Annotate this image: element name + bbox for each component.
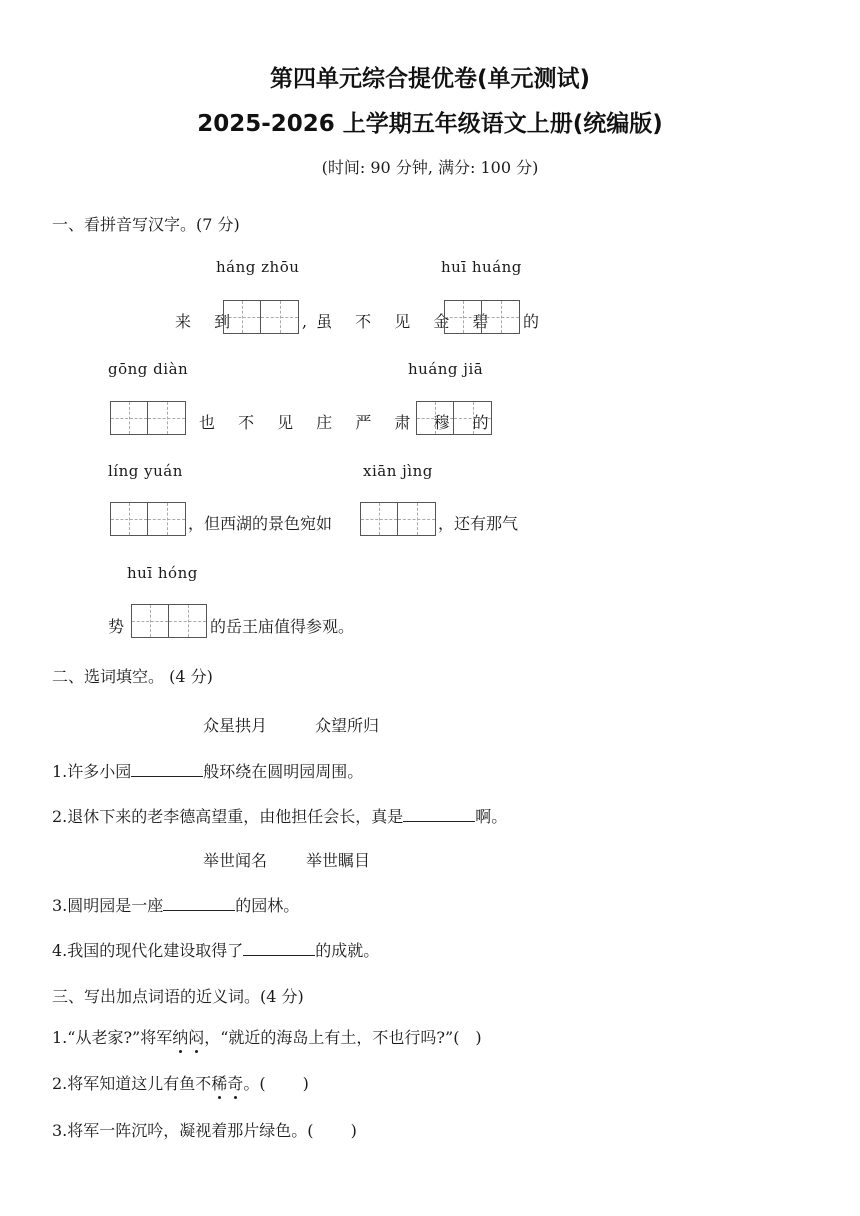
answer-box-lingyuan[interactable] bbox=[110, 502, 186, 536]
page-subtitle: 2025-2026 上学期五年级语文上册(统编版) bbox=[197, 111, 663, 137]
exam-info: (时间: 90 分钟, 满分: 100 分) bbox=[321, 158, 539, 177]
dotted-char: 闷 bbox=[188, 1028, 205, 1047]
question-2-3: 3.圆明园是一座 的园林。 bbox=[52, 896, 300, 915]
word-option: 众望所归 bbox=[315, 716, 380, 735]
text-line1-a: 来 到 bbox=[175, 312, 240, 331]
page-title: 第四单元综合提优卷(单元测试) bbox=[269, 66, 591, 92]
answer-box-huihuang[interactable] bbox=[444, 300, 520, 334]
answer-blank[interactable] bbox=[403, 807, 475, 822]
answer-blank[interactable] bbox=[243, 941, 315, 956]
pinyin-gongdian: gōng diàn bbox=[108, 360, 189, 378]
answer-box-hangzhou[interactable] bbox=[223, 300, 299, 334]
text-line1-b: ,虽 不 见 金 碧 bbox=[302, 312, 498, 331]
text-line1-c: 的 bbox=[523, 312, 540, 331]
answer-box-huihong[interactable] bbox=[131, 604, 207, 638]
text-line2-a: 也 不 见 庄 严 肃 穆 的 bbox=[199, 413, 498, 432]
pinyin-xianjing: xiān jìng bbox=[363, 462, 433, 480]
pinyin-hangzhou: háng zhōu bbox=[216, 258, 300, 276]
section1-heading: 一、看拼音写汉字。(7 分) bbox=[52, 215, 240, 234]
dotted-char: 稀 bbox=[211, 1074, 228, 1093]
word-option: 众星拱月 bbox=[203, 716, 268, 735]
question-3-2: 2.将军知道这儿有鱼不稀奇。( ) bbox=[52, 1074, 309, 1093]
dotted-char: 纳 bbox=[172, 1028, 189, 1047]
text-line4-b: 的岳王庙值得参观。 bbox=[210, 617, 355, 636]
answer-box-xianjing[interactable] bbox=[360, 502, 436, 536]
question-3-1: 1.“从老家?”将军纳闷，“就近的海岛上有土，不也行吗?”( ) bbox=[52, 1028, 482, 1047]
question-2-2: 2.退休下来的老李德高望重，由他担任会长，真是 啊。 bbox=[52, 807, 508, 826]
question-2-1: 1.许多小园 般环绕在圆明园周围。 bbox=[52, 762, 364, 781]
answer-box-huangjia[interactable] bbox=[416, 401, 492, 435]
question-3-3: 3.将军一阵沉吟，凝视着那片绿色。( ) bbox=[52, 1121, 357, 1140]
dotted-char: 奇 bbox=[227, 1074, 244, 1093]
pinyin-huangjia: huáng jiā bbox=[408, 360, 484, 378]
section3-heading: 三、写出加点词语的近义词。(4 分) bbox=[52, 987, 304, 1006]
pinyin-lingyuan: líng yuán bbox=[108, 462, 183, 480]
answer-blank[interactable] bbox=[163, 896, 235, 911]
text-line3-a: ，但西湖的景色宛如 bbox=[188, 514, 333, 533]
answer-blank[interactable] bbox=[131, 762, 203, 777]
text-line4-a: 势 bbox=[108, 617, 125, 636]
word-option: 举世瞩目 bbox=[306, 851, 371, 870]
answer-box-gongdian[interactable] bbox=[110, 401, 186, 435]
section2-heading: 二、选词填空。 (4 分) bbox=[52, 667, 213, 686]
pinyin-huihuang: huī huáng bbox=[441, 258, 522, 276]
word-option: 举世闻名 bbox=[203, 851, 268, 870]
text-line3-b: ，还有那气 bbox=[438, 514, 519, 533]
pinyin-huihong: huī hóng bbox=[127, 564, 198, 582]
question-2-4: 4.我国的现代化建设取得了 的成就。 bbox=[52, 941, 380, 960]
